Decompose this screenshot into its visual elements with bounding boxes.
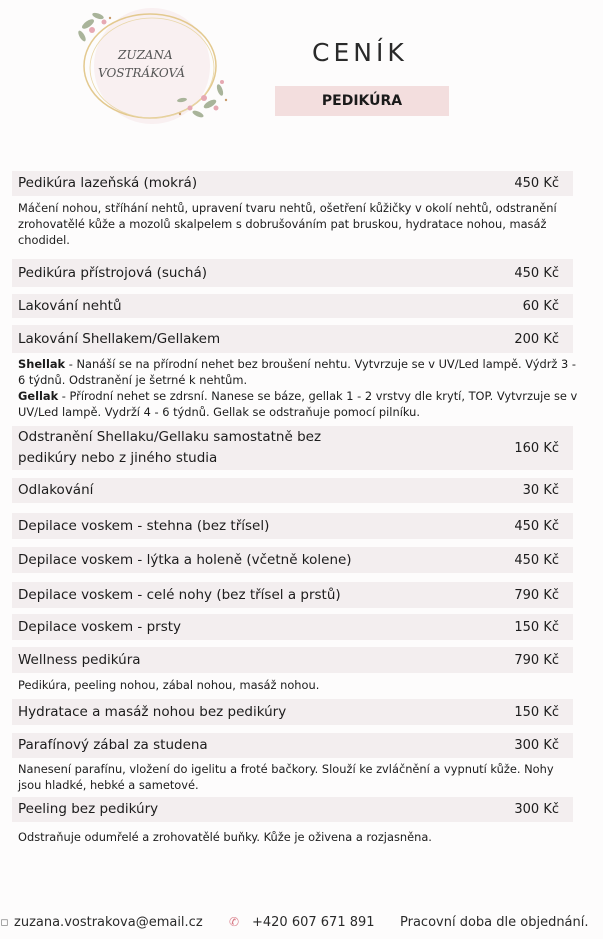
shellak-text: - Nanáší se na přírodní nehet bez broušení nehtu. Vytvrzuje se v UV/Led lampě. Výdrž 3 - 6 týdnů. Odstranění je šetrné k nehtům. — [18, 357, 576, 387]
item-name: Depilace voskem - celé nohy (bez třísel a prstů) — [18, 586, 341, 603]
price-row — [12, 699, 573, 725]
item-description: Máčení nohou, stříhání nehtů, upravení tvaru nehtů, ošetření kůžičky v okolí nehtů, odstranění zrohovatělé kůže a mozolů skalpelem s dobrušováním pat bruskou, hydratace nohou, masáž chodidel. — [18, 201, 557, 247]
brand-name-line1: ZUZANA — [118, 48, 173, 62]
price-row — [12, 325, 573, 353]
item-description: Nanesení parafínu, vložení do igelitu a froté bačkory. Slouží ke zvláčnění a vypnutí kůže. Nohy jsou hladké, hebké a sametové. — [18, 762, 554, 792]
item-name: Pedikúra lazeňská (mokrá) — [18, 175, 198, 191]
item-price: 150 Kč — [514, 619, 559, 635]
item-name: Pedikúra přístrojová (suchá) — [18, 264, 208, 281]
item-price: 300 Kč — [514, 738, 559, 753]
item-description: Pedikúra, peeling nohou, zábal nohou, masáž nohou. — [18, 678, 320, 692]
phone-link[interactable]: +420 607 671 891 — [252, 915, 375, 930]
price-row — [12, 259, 573, 287]
item-price: 30 Kč — [522, 483, 559, 498]
shellak-label: Shellak — [18, 357, 66, 371]
item-price: 450 Kč — [514, 265, 559, 281]
price-row — [12, 647, 573, 673]
item-price: 60 Kč — [522, 298, 559, 314]
item-name: Odstranění Shellaku/Gellaku samostatně bez pedikúry nebo z jiného studia — [18, 429, 322, 466]
section-badge: PEDIKÚRA — [275, 86, 449, 116]
item-price: 790 Kč — [514, 587, 559, 603]
item-price: 450 Kč — [514, 176, 559, 191]
item-name: Parafínový zábal za studena — [18, 737, 208, 753]
price-row — [12, 426, 573, 470]
item-price: 790 Kč — [514, 652, 559, 668]
price-row — [12, 294, 573, 318]
price-row — [12, 513, 573, 539]
item-price: 450 Kč — [514, 552, 559, 568]
phone-icon: ✆ — [229, 915, 240, 929]
item-name: Wellness pedikúra — [18, 651, 141, 668]
item-description — [18, 356, 578, 422]
item-price: 450 Kč — [514, 518, 559, 534]
price-row — [12, 582, 573, 608]
price-row — [12, 171, 573, 196]
gellak-text: - Přírodní nehet se zdrsní. Nanese se báze, gellak 1 - 2 vrstvy dle krytí, TOP. Vytvrzuje se v UV/Led lampě. Vydrží 4 - 6 týdnů. Gellak se odstraňuje pomocí pilníku. — [18, 389, 578, 419]
price-row — [12, 478, 573, 503]
email-icon: ▫ — [0, 915, 9, 930]
email-link[interactable]: zuzana.vostrakova@email.cz — [14, 915, 203, 930]
item-name: Hydratace a masáž nohou bez pedikúry — [18, 703, 287, 720]
brand-name-line2: VOSTRÁKOVÁ — [98, 66, 186, 80]
opening-hours: Pracovní doba dle objednání. — [400, 915, 589, 930]
item-name: Lakování Shellakem/Gellakem — [18, 330, 221, 347]
price-row — [12, 614, 573, 640]
price-list — [0, 171, 603, 847]
item-name: Peeling bez pedikúry — [18, 801, 159, 817]
price-row — [12, 733, 573, 758]
item-name: Lakování nehtů — [18, 297, 122, 314]
price-row — [12, 797, 573, 822]
item-name: Depilace voskem - lýtka a holeně (včetně kolene) — [18, 551, 352, 568]
item-price: 150 Kč — [514, 704, 559, 720]
page-title: CENÍK — [312, 38, 408, 67]
item-price: 160 Kč — [514, 440, 559, 456]
item-price: 200 Kč — [514, 331, 559, 347]
item-description: Odstraňuje odumřelé a zrohovatělé buňky. Kůže je oživena a rozjasněna. — [18, 830, 432, 844]
item-name: Depilace voskem - prsty — [18, 618, 182, 635]
contact-footer — [0, 905, 603, 939]
item-price: 300 Kč — [514, 802, 559, 817]
price-row — [12, 547, 573, 573]
gellak-label: Gellak — [18, 389, 59, 403]
item-name: Depilace voskem - stehna (bez třísel) — [18, 517, 270, 534]
item-name: Odlakování — [18, 482, 94, 498]
